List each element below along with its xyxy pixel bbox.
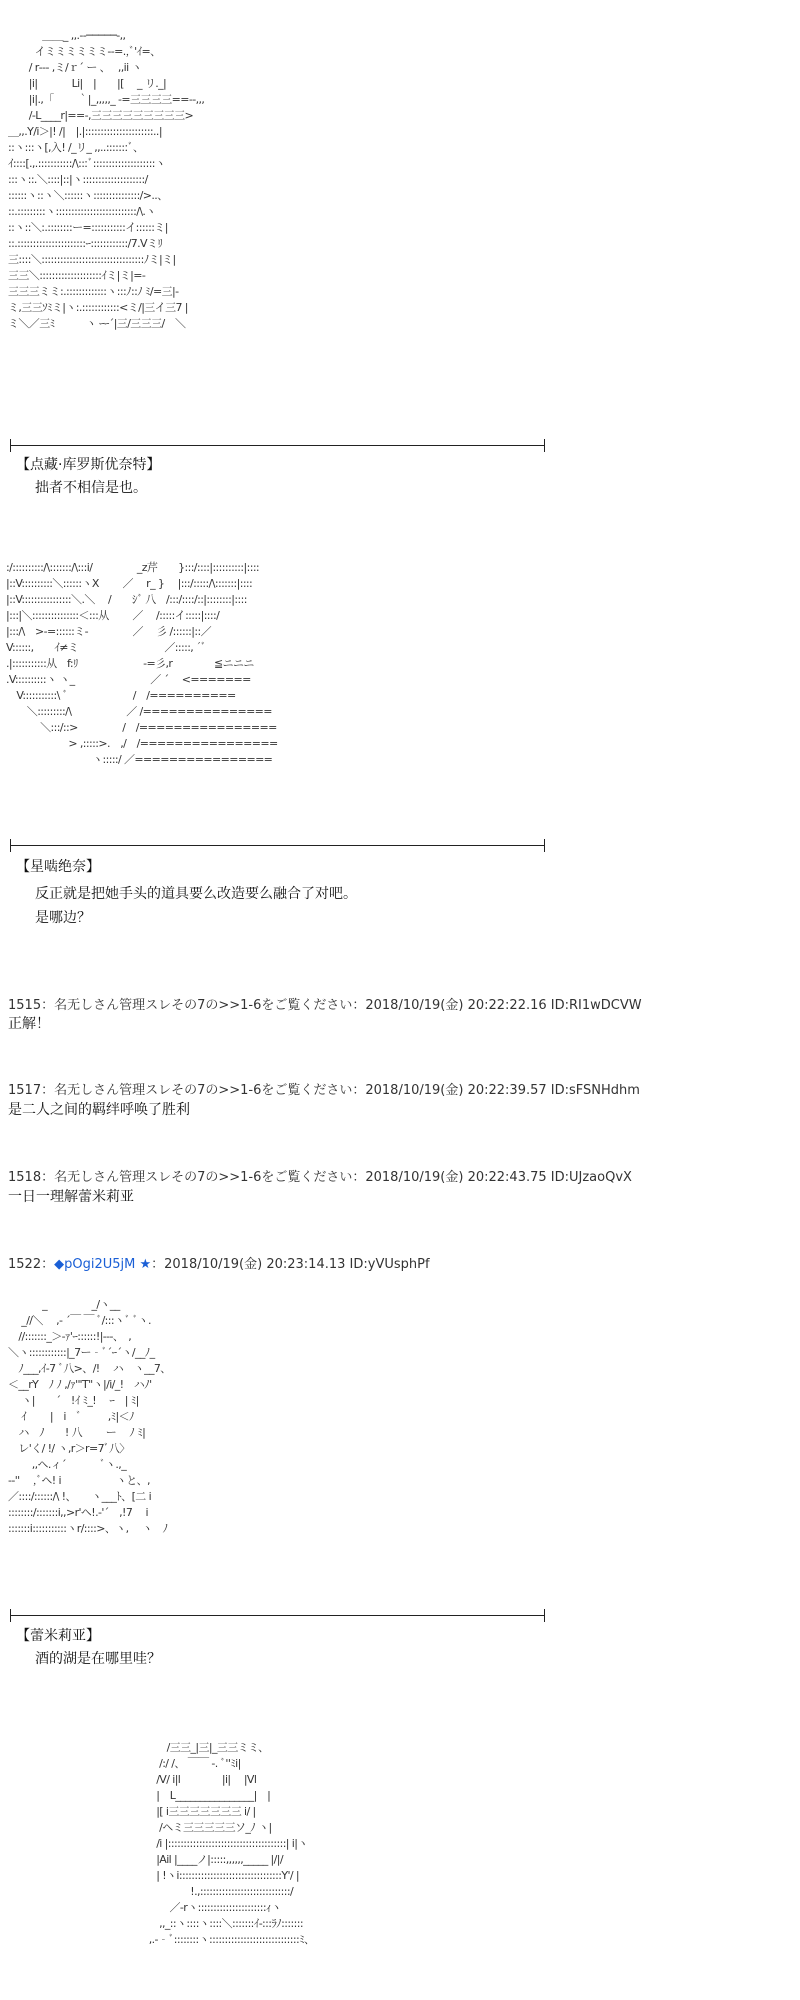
post-body: 正解！: [8, 1016, 50, 1032]
speaker-name: 【星啮绝奈】: [16, 859, 100, 875]
dialogue-line: 酒的湖是在哪里哇？: [35, 1651, 161, 1667]
tripcode-link[interactable]: ◆pOgi2U5jM ★: [54, 1257, 152, 1272]
dialogue-line: 反正就是把她手头的道具要么改造要么融合了对吧。: [35, 886, 357, 902]
speaker-name: 【蕾米莉亚】: [16, 1628, 100, 1644]
post-header: 1517：名无しさん管理スレその7の>>1-6をご覧ください：2018/10/19(金) 20:22:39.57 ID:sFSNHdhm: [8, 1083, 640, 1098]
post-body: 一日一理解蕾米莉亚: [8, 1189, 134, 1205]
divider-2: [10, 845, 545, 846]
ascii-art-3: _ _/ヽ__ _//＼ ,‐ ´￣ ￣ ﾞ/:::ヽﾞ ﾞヽ. //:::::::_＞-ｧ'ｰ::::::!|-‐-、 , ＼ヽ::::::::::::|_7ー‐ﾞ´ｰ´ヽ/__ﾉ_ ﾉ___,ｲ-7 ﾞ八>、/! ハ ヽ__7、 ＜__rY ﾉ ﾉ ,/ｧ'"T"ヽ|/i/_! ハﾉ' ヽ| ´ !ｲ ﾐ_! ｰ | ﾐ| ｲ | i ﾞ ,ﾐ|＜ﾉ ハ ﾉ ! 八 ー ﾉ ﾐ| レ'く/ !/ ヽ,r＞r=7ﾞ八〉 ,,ヘ.ィ´ ﾞヽ.,_ ‐‐'' ,ﾞヘ! i ヽと、, ／::::/::::::/\ !、 ヽ___ﾄ、[二 i ::::::::/:::::::i,,>r'ヘ!.-'´ ,!7 i :::::::i:::::::::::ヽr/::::>、ヽ, ヽ ﾉ: [8, 1298, 171, 1535]
post-body: 是二人之间的羁绊呼唤了胜利: [8, 1102, 190, 1118]
divider-3: [10, 1615, 545, 1616]
ascii-art-1: ＿＿_ ,,.-‐─────-,, イミミミミミミ-‐=.,ﾞ'ｲ=、 / r‐‐‐ ,ミ/ｒ´ ー 、 ,,ii ヽ |i| Li| | |[ _ リ._| |i|.,「 ｀|_,,,,,_ ‐=三三三三==‐-,,, /‐L____r|==-,三三三三三三三三三> ＿,,.Y/i＞|! /| |.|::::::::::::::::::::::..| ::ヽ:::ヽ[,入! /_リ_ ,,..:::::::ﾞ、 ｲ::::[.,.:::::::::::/\:::ﾞ::::::::::::::::::::ヽ :::ヽ::.＼::::|::|ヽ::::::::::::::::::::/ ::::::ヽ::ヽ＼::::::ヽ:::::::::::::::/>..、 ::.:::::::::ヽ::::::::::::::::::::::::::/\.ヽ ::ヽ::＼:.::::::::ー=:::::::::::イ::::::ミ| ::.::::::::::::::::::::::ｰ::::::::::::/7.Vミﾘ 三::::＼:::::::::::::::::::::::::::::::::ﾉミ|ミ| 三三＼::::::::::::::::::::ｲミ|ミ|=- 三三三ミミ:.:::::::::::::ヽ:::ﾉ::ﾉ ﾐ/=三|- ミ,三三ｿﾐミ|ヽ:.::::::::::::<ミ/|三イ三7 | ミ＼／三ﾐ ヽ ｰｰ´|三/三三三/ ＼: [8, 29, 205, 330]
post-meta: ：2018/10/19(金) 20:23:14.13 ID:yVUsphPf: [151, 1257, 430, 1272]
ascii-art-2: :/::::::::::/\:::::::/\:::i/ _z芹 }:::/::::|::::::::::|:::: |::V::::::::::＼::::::ヽX ／ r_ } |:::/:::::/\:::::::|:::: |::V::::::::::::::::＼.＼ / ｼﾞ 八 /:::/::::/::|::::::::|:::: |:::|＼:::::::::::::::＜:::从 ／ /:::::イ:::::|::::/ |:::/\ >‐=::::::ミ‐ ／ 彡 /::::::|::／ V::::::, ｲ≠ミ ／:::::, ´ﾞ .|:::::::::::从 f:ﾘ ‐=彡,r ≦ニニニ .V::::::::::ヽ ヽ_ ／ ´ <======= V:::::::::::\ ﾞ / /========== ＼:::::::::/\ ／ /=============== ＼:::/::> / /================ > ,:::::>. ,/ /================ ヽ:::::/ ／================: [6, 561, 278, 766]
dialogue-line: 是哪边？: [35, 910, 91, 926]
post-header: 1515：名无しさん管理スレその7の>>1-6をご覧ください：2018/10/19(金) 20:22:22.16 ID:RI1wDCVW: [8, 998, 642, 1013]
post-header: 1518：名无しさん管理スレその7の>>1-6をご覧ください：2018/10/19(金) 20:22:43.75 ID:UJzaoQvX: [8, 1170, 632, 1185]
ascii-art-4: /三三_|三|_三三ミミ、 /:/ /、 ￣￣ -. ﾞ''ﾐi| /V/ i|l |i| |Vl | L________________| | |[ i三三三三三三三 i/ | /ヘミ三三三三三ソ_ﾉ ヽ| /i |::::::::::::::::::::::::::::::::::::::| i|ヽ |Ail |____ノ|:::::,,,,,,_____ |/|/ | !ヽi:::::::::::::::::::::::::::::::::Y'/ | !.,:::::::::::::::::::::::::::::/ ／-rヽ::::::::::::::::::::::ｨヽ ,,_::ヽ::::ヽ::::＼:::::::ｲ-:::ﾗﾉ::::::: ,.-‐ﾞ::::::::ヽ:::::::::::::::::::::::::::::ﾐ、: [148, 1741, 315, 1946]
divider-1: [10, 445, 545, 446]
post-number: 1522：: [8, 1257, 55, 1272]
post-header-1522: [8, 1253, 430, 1272]
speaker-name: 【点藏·库罗斯优奈特】: [16, 457, 161, 473]
dialogue-line: 拙者不相信是也。: [35, 480, 147, 496]
